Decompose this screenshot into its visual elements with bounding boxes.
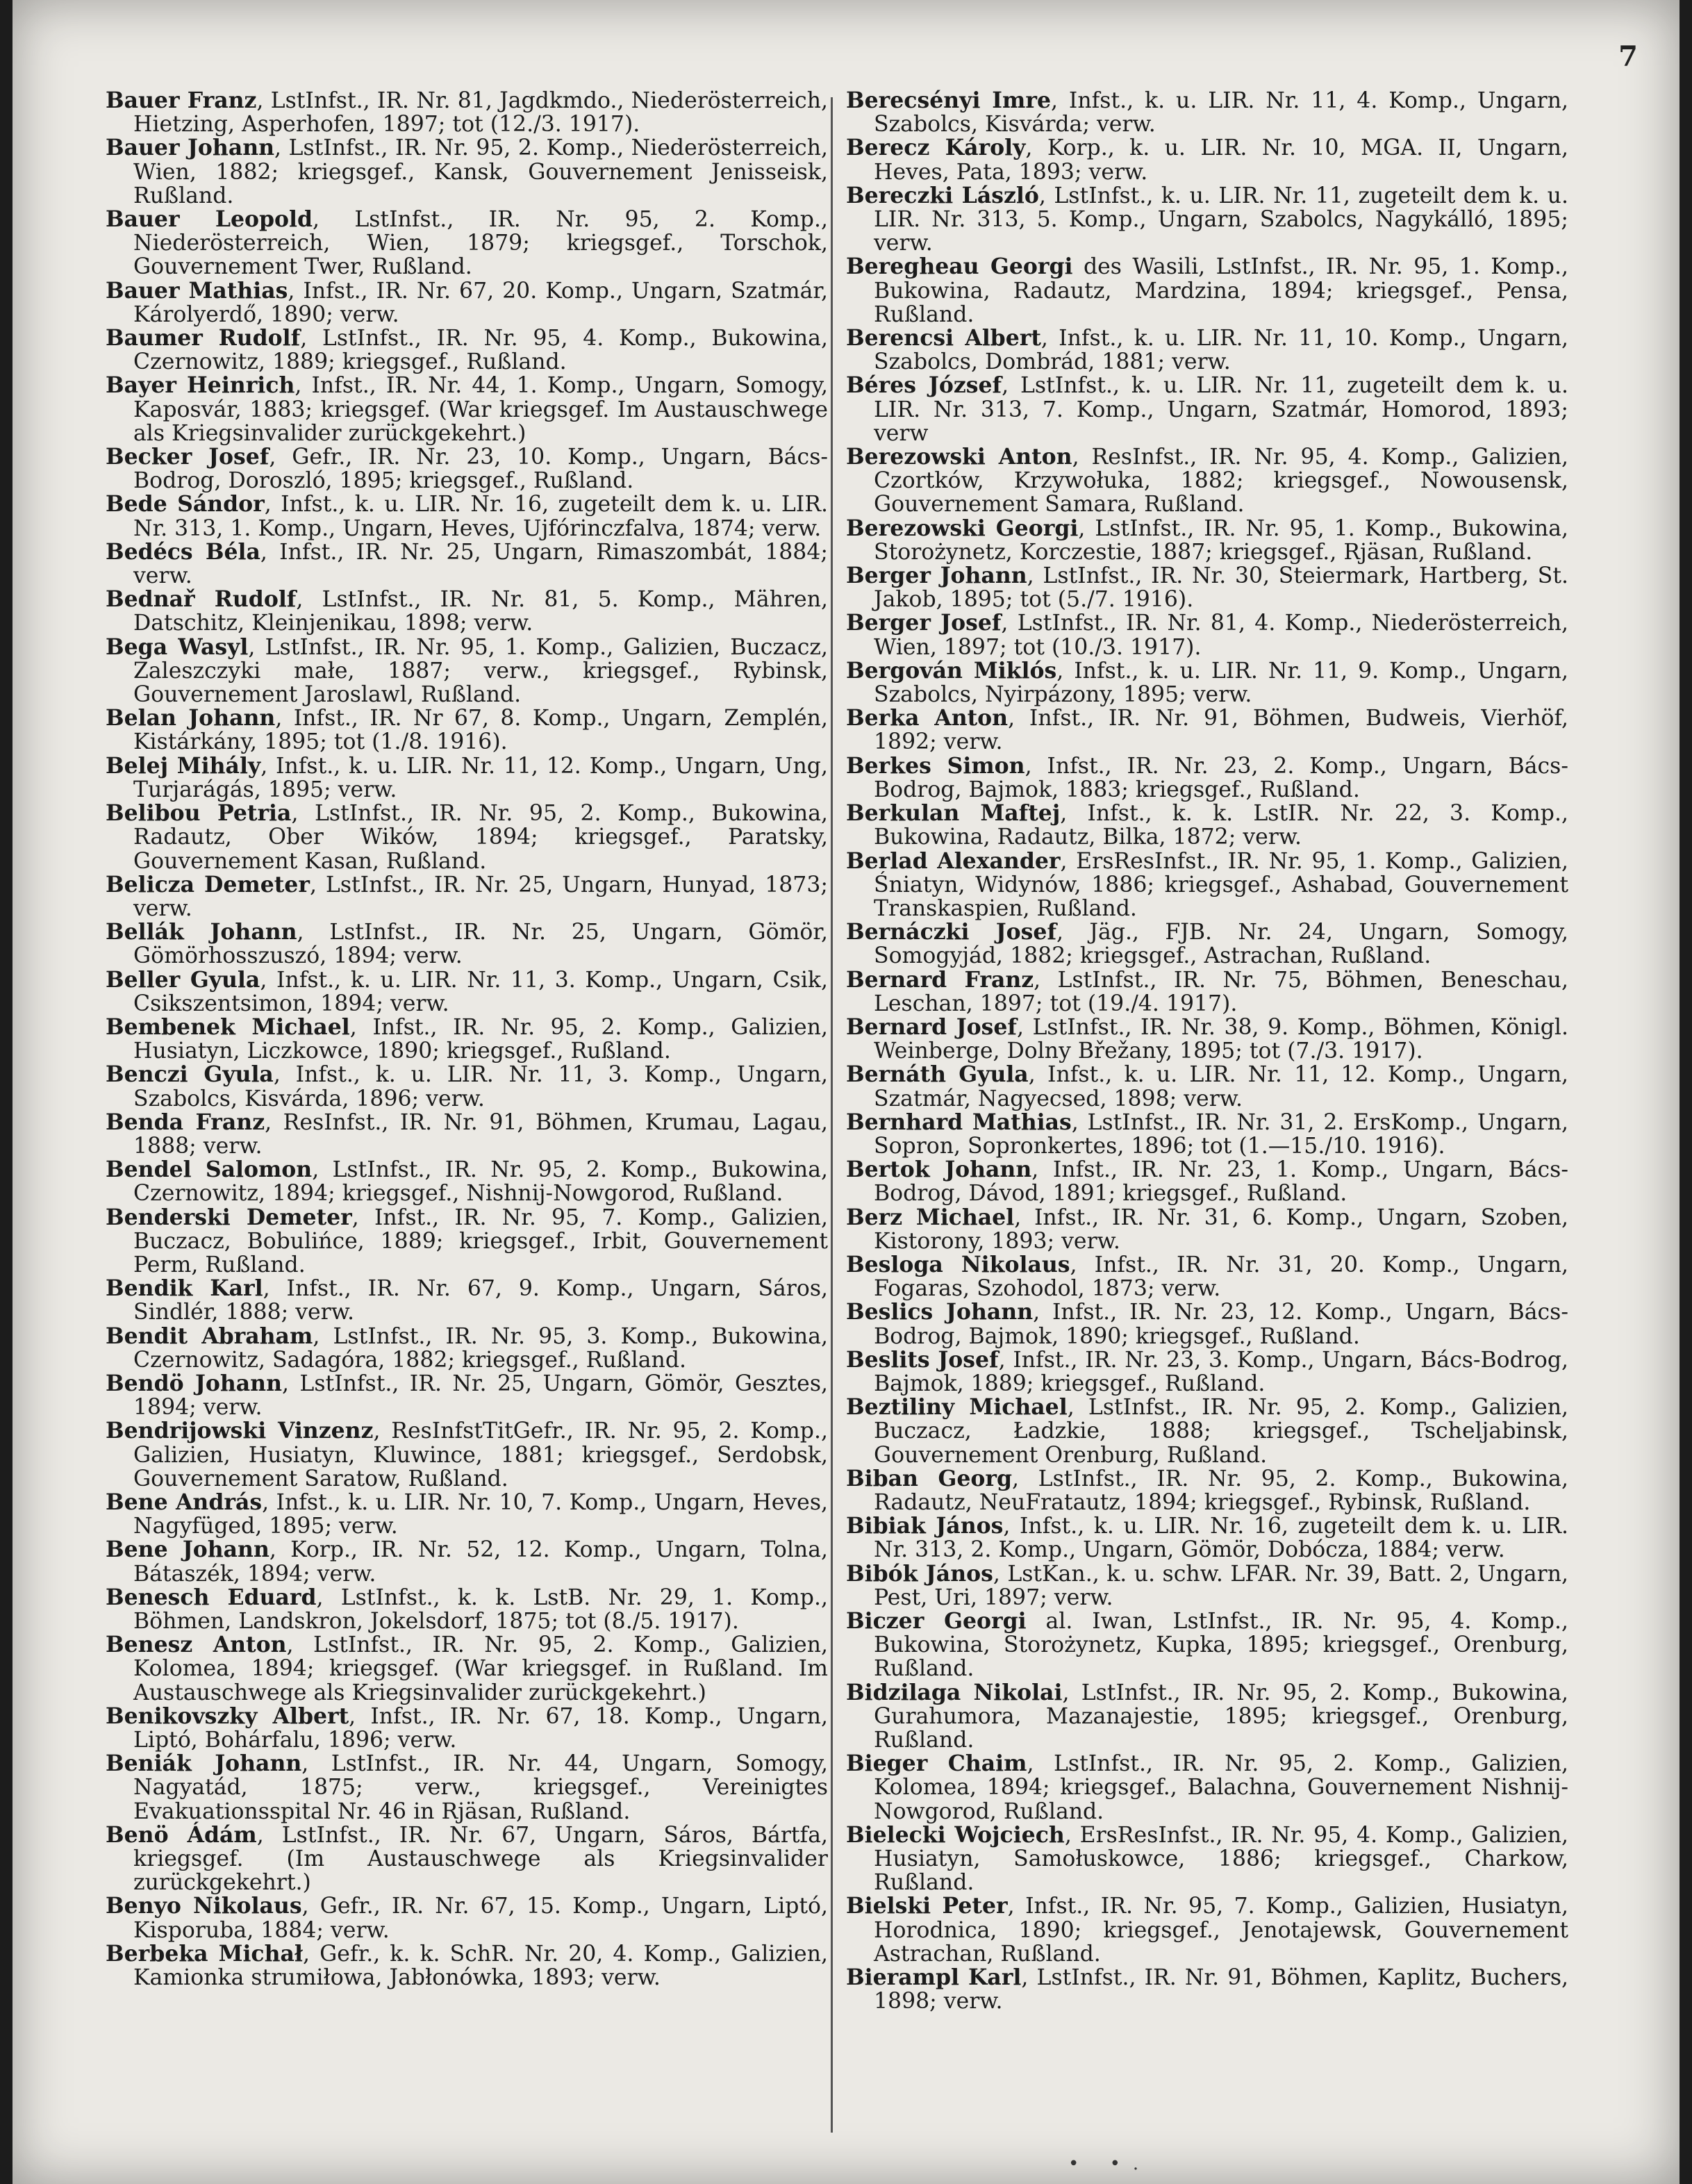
- entry-details: , Infst., IR. Nr 67, 8. Komp., Ungarn, Zemplén, Kistárkány, 1895; tot (1./8. 1916).: [133, 706, 828, 755]
- entry-name: Berencsi Albert: [846, 325, 1041, 351]
- list-entry: [846, 1894, 1568, 1966]
- entry-name: Besloga Nikolaus: [846, 1251, 1070, 1277]
- list-entry: [846, 136, 1568, 183]
- entry-details: , LstInfst., IR. Nr. 75, Böhmen, Beneschau, Leschan, 1897; tot (19./4. 1917).: [874, 967, 1568, 1016]
- list-entry: [846, 184, 1568, 256]
- entry-name: Benesz Anton: [106, 1632, 287, 1658]
- list-entry: [106, 445, 828, 493]
- entry-details: , LstInfst., IR. Nr. 81, Jagdkmdo., Niederösterreich, Hietzing, Asperhofen, 1897; tot (12./3. 1917).: [133, 88, 828, 138]
- list-entry: [106, 588, 828, 635]
- entry-details: , Korp., IR. Nr. 52, 12. Komp., Ungarn, Tolna, Bátaszék, 1894; verw.: [133, 1537, 829, 1587]
- list-entry: [846, 1562, 1568, 1610]
- entry-details: , Jäg., FJB. Nr. 24, Ungarn, Somogy, Somogyjád, 1882; kriegsgef., Astrachan, Rußland.: [874, 920, 1569, 969]
- entry-name: Berkulan Maftej: [846, 800, 1061, 827]
- entry-details: , Gefr., k. k. SchR. Nr. 20, 4. Komp., Galizien, Kamionka strumiłowa, Jabłonówka, 1893; verw.: [133, 1941, 828, 1991]
- list-entry: [846, 1610, 1568, 1681]
- entry-name: Bieger Chaim: [846, 1751, 1027, 1777]
- document-page: [13, 0, 1679, 2184]
- list-entry: [846, 968, 1568, 1016]
- entry-details: , LstInfst., IR. Nr. 44, Ungarn, Somogy, Nagyatád, 1875; verw., kriegsgef., Vereinigtes Evakuationsspital Nr. 46 in Rjäsan, Rußland.: [133, 1751, 828, 1824]
- left-column: [106, 89, 828, 1989]
- entry-name: Beslics Johann: [846, 1299, 1034, 1325]
- list-entry: [106, 1372, 828, 1419]
- list-entry: [846, 517, 1568, 564]
- entry-details: , LstInfst., IR. Nr. 25, Ungarn, Gömör, Gesztes, 1894; verw.: [133, 1371, 828, 1421]
- list-entry: [106, 1538, 828, 1585]
- entry-name: Benö Ádám: [106, 1821, 257, 1848]
- entry-name: Bauer Mathias: [106, 277, 288, 304]
- list-entry: [106, 802, 828, 873]
- entry-name: Bibók János: [846, 1560, 993, 1587]
- entry-details: , LstInfst., IR. Nr. 95, 2. Komp., Niederösterreich, Wien, 1882; kriegsgef., Kansk, Gouvernement Jenisseisk, Rußland.: [133, 135, 828, 208]
- entry-details: , ResInfstTitGefr., IR. Nr. 95, 2. Komp., Galizien, Husiatyn, Kluwince, 1881; kriegsgef., Serdobsk, Gouvernement Saratow, Rußland.: [133, 1418, 828, 1491]
- entry-details: , Infst., IR. Nr. 23, 2. Komp., Ungarn, Bács-Bodrog, Bajmok, 1883; kriegsgef., Rußland.: [874, 753, 1568, 802]
- entry-name: Berka Anton: [846, 705, 1009, 731]
- entry-name: Bayer Heinrich: [106, 372, 295, 399]
- list-entry: [106, 968, 828, 1016]
- entry-details: , Infst., IR. Nr. 95, 7. Komp., Galizien, Husiatyn, Horodnica, 1890; kriegsgef., Jenotajewsk, Gouvernement Astrachan, Rußland.: [874, 1894, 1568, 1967]
- entry-details: , LstInfst., k. k. LstB. Nr. 29, 1. Komp., Böhmen, Landskron, Jokelsdorf, 1875; tot (8./5. 1917).: [133, 1585, 828, 1634]
- entry-details: , Infst., IR. Nr. 44, 1. Komp., Ungarn, Somogy, Kaposvár, 1883; kriegsgef. (War kriegsgef. Im Austauschwege als Kriegsinvalider zurückgekehrt.): [133, 373, 828, 446]
- list-entry: [846, 1966, 1568, 2013]
- entry-name: Bauer Leopold: [106, 206, 313, 233]
- entry-details: , ResInfst., IR. Nr. 95, 4. Komp., Galizien, Czortków, Krzywołuka, 1882; kriegsgef., Nowousensk, Gouvernement Samara, Rußland.: [874, 445, 1569, 518]
- entry-name: Bauer Johann: [106, 135, 275, 161]
- list-entry: [846, 1752, 1568, 1823]
- entry-details: , LstInfst., IR. Nr. 95, 2. Komp., Bukowina, Radautz, Ober Wików, 1894; kriegsgef., Paratsky, Gouvernement Kasan, Rußland.: [133, 801, 828, 874]
- entry-details: , Infst., IR. Nr. 25, Ungarn, Rimaszombát, 1884; verw.: [133, 539, 828, 589]
- entry-details: , LstInfst., IR. Nr. 95, 3. Komp., Bukowina, Czernowitz, Sadagóra, 1882; kriegsgef., Rußland.: [133, 1323, 828, 1373]
- entry-details: , Infst., IR. Nr. 67, 18. Komp., Ungarn, Liptó, Bohárfalu, 1896; verw.: [133, 1703, 828, 1753]
- entry-name: Bierampl Karl: [846, 1964, 1022, 1991]
- entry-details: , Infst., k. k. LstIR. Nr. 22, 3. Komp., Bukowina, Radautz, Bilka, 1872; verw.: [874, 801, 1568, 850]
- entry-name: Berz Michael: [846, 1204, 1015, 1230]
- entry-name: Berecz Károly: [846, 135, 1026, 161]
- list-entry: [106, 1491, 828, 1538]
- entry-name: Belej Mihály: [106, 752, 261, 779]
- entry-name: Bernard Franz: [846, 966, 1034, 993]
- entry-name: Benikovszky Albert: [106, 1703, 349, 1729]
- entry-name: Bembenek Michael: [106, 1014, 350, 1040]
- entry-name: Bedécs Béla: [106, 538, 260, 565]
- entry-details: , Infst., IR. Nr. 23, 3. Komp., Ungarn, Bács-Bodrog, Bajmok, 1889; kriegsgef., Rußland.: [874, 1347, 1568, 1396]
- entry-name: Bene Johann: [106, 1537, 269, 1563]
- entry-name: Berger Johann: [846, 563, 1027, 589]
- entry-details: , ResInfst., IR. Nr. 91, Böhmen, Krumau, Lagau, 1888; verw.: [133, 1109, 828, 1159]
- entry-details: , Infst., k. u. LIR. Nr. 11, 12. Komp., Ungarn, Ung, Turjarágás, 1895; verw.: [133, 753, 828, 802]
- list-entry: [846, 1158, 1568, 1205]
- list-entry: [846, 1253, 1568, 1300]
- list-entry: [106, 1586, 828, 1633]
- entry-details: , Gefr., IR. Nr. 23, 10. Komp., Ungarn, Bács-Bodrog, Doroszló, 1895; kriegsgef., Rußland.: [133, 445, 829, 494]
- entry-name: Benderski Demeter: [106, 1204, 352, 1230]
- entry-name: Benda Franz: [106, 1109, 265, 1135]
- list-entry: [106, 873, 828, 920]
- entry-details: , Infst., IR. Nr. 91, Böhmen, Budweis, Vierhöf, 1892; verw.: [874, 706, 1568, 755]
- entry-details: , LstInfst., k. u. LIR. Nr. 11, zugeteilt dem k. u. LIR. Nr. 313, 5. Komp., Ungarn, Szabolcs, Nagykálló, 1895; verw.: [874, 183, 1568, 256]
- entry-details: des Wasili, LstInfst., IR. Nr. 95, 1. Komp., Bukowina, Radautz, Mardzina, 1894; kriegsgef., Pensa, Rußland.: [874, 254, 1568, 327]
- entry-name: Beregheau Georgi: [846, 254, 1073, 280]
- entry-name: Bega Wasyl: [106, 634, 249, 660]
- entry-details: , Infst., k. u. LIR. Nr. 11, 12. Komp., Ungarn, Szatmár, Nagyecsed, 1898; verw.: [874, 1062, 1569, 1111]
- entry-details: , LstInfst., IR. Nr. 38, 9. Komp., Böhmen, Königl. Weinberge, Dolny Břežany, 1895; tot (7./3. 1917).: [874, 1014, 1568, 1064]
- entry-details: , Infst., k. u. LIR. Nr. 11, 3. Komp., Ungarn, Csik, Csikszentsimon, 1894; verw.: [133, 967, 828, 1016]
- entry-details: , LstInfst., IR. Nr. 95, 2. Komp., Bukowina, Radautz, NeuFratautz, 1894; kriegsgef., Rybinsk, Rußland.: [874, 1466, 1568, 1515]
- entry-details: , LstInfst., IR. Nr. 95, 2. Komp., Galizien, Kolomea, 1894; kriegsgef., Balachna, Gouvernement Nishnij-Nowgorod, Rußland.: [874, 1751, 1568, 1824]
- list-entry: [846, 1063, 1568, 1110]
- entry-name: Bielecki Wojciech: [846, 1821, 1065, 1848]
- list-entry: [106, 754, 828, 802]
- entry-name: Berbeka Michał: [106, 1940, 304, 1967]
- entry-details: , LstInfst., IR. Nr. 91, Böhmen, Kaplitz, Buchers, 1898; verw.: [874, 1965, 1569, 2015]
- list-entry: [106, 1823, 828, 1895]
- list-entry: [846, 326, 1568, 374]
- entry-details: , Infst., IR. Nr. 31, 20. Komp., Ungarn, Fogaras, Szohodol, 1873; verw.: [874, 1252, 1568, 1302]
- entry-name: Biczer Georgi: [846, 1608, 1027, 1634]
- list-entry: [846, 564, 1568, 611]
- list-entry: [106, 636, 828, 707]
- entry-details: , LstInfst., IR. Nr. 25, Ungarn, Gömör, Gömörhosszuszó, 1894; verw.: [133, 920, 828, 969]
- list-entry: [106, 1419, 828, 1491]
- list-entry: [846, 1467, 1568, 1514]
- entry-name: Bene András: [106, 1489, 263, 1515]
- entry-details: , LstInfst., IR. Nr. 67, Ungarn, Sáros, Bártfa, kriegsgef. (Im Austauschwege als Kriegsinvalider zurückgekehrt.): [133, 1822, 828, 1896]
- entry-details: , LstInfst., IR. Nr. 95, 4. Komp., Bukowina, Czernowitz, 1889; kriegsgef., Rußland.: [133, 326, 828, 375]
- entry-name: Bendit Abraham: [106, 1323, 313, 1349]
- list-entry: [846, 1348, 1568, 1396]
- list-entry: [846, 920, 1568, 968]
- footer-mark: • •.: [1068, 2153, 1152, 2174]
- entry-details: , Infst., IR. Nr. 31, 6. Komp., Ungarn, Szoben, Kistorony, 1893; verw.: [874, 1205, 1568, 1254]
- entry-name: Bergován Miklós: [846, 657, 1057, 684]
- list-entry: [106, 1752, 828, 1823]
- entry-details: , Infst., k. u. LIR. Nr. 16, zugeteilt dem k. u. LIR. Nr. 313, 2. Komp., Ungarn, Gömör, Dobócza, 1884; verw.: [874, 1514, 1568, 1563]
- list-entry: [106, 1942, 828, 1989]
- entry-details: , Infst., IR. Nr. 95, 7. Komp., Galizien, Buczacz, Bobulińce, 1889; kriegsgef., Irbit, Gouvernement Perm, Rußland.: [133, 1205, 828, 1277]
- entry-details: , Infst., k. u. LIR. Nr. 11, 9. Komp., Ungarn, Szabolcs, Nyirpázony, 1895; verw.: [874, 658, 1568, 708]
- entry-details: , LstInfst., IR. Nr. 95, 2. Komp., Galizien, Kolomea, 1894; kriegsgef. (War kriegsgef. in Rußland. Im Austauschwege als Kriegsinvalider zurückgekehrt.): [133, 1632, 828, 1705]
- list-entry: [106, 920, 828, 968]
- page-number: 7: [1618, 40, 1638, 73]
- list-entry: [846, 1016, 1568, 1063]
- list-entry: [106, 136, 828, 208]
- entry-name: Beslits Josef: [846, 1346, 999, 1373]
- entry-name: Bednař Rudolf: [106, 586, 297, 613]
- entry-details: , LstInfst., IR. Nr. 95, 2. Komp., Niederösterreich, Wien, 1879; kriegsgef., Torschok, Gouvernement Twer, Rußland.: [133, 207, 828, 280]
- entry-details: , Infst., k. u. LIR. Nr. 10, 7. Komp., Ungarn, Heves, Nagyfüged, 1895; verw.: [133, 1489, 828, 1539]
- entry-name: Berecsényi Imre: [846, 88, 1051, 113]
- entry-details: al. Iwan, LstInfst., IR. Nr. 95, 4. Komp., Bukowina, Storożynetz, Kupka, 1895; kriegsgef., Orenburg, Rußland.: [874, 1609, 1568, 1682]
- entry-details: , Infst., k. u. LIR. Nr. 11, 10. Komp., Ungarn, Szabolcs, Dombrád, 1881; verw.: [874, 326, 1569, 375]
- entry-name: Berezowski Anton: [846, 444, 1072, 470]
- entry-details: , LstInfst., IR. Nr. 95, 2. Komp., Galizien, Buczacz, Ładzkie, 1888; kriegsgef., Tscheljabinsk, Gouvernement Orenburg, Rußland.: [874, 1395, 1568, 1468]
- list-entry: [846, 611, 1568, 659]
- entry-name: Bernáth Gyula: [846, 1061, 1029, 1088]
- entry-details: , Infst., k. u. LIR. Nr. 11, 3. Komp., Ungarn, Szabolcs, Kisvárda, 1896; verw.: [133, 1062, 828, 1111]
- entry-name: Bereczki László: [846, 182, 1039, 208]
- entry-name: Bendrijowski Vinzenz: [106, 1418, 374, 1444]
- entry-details: , Infst., IR. Nr. 67, 9. Komp., Ungarn, Sáros, Sindlér, 1888; verw.: [133, 1276, 829, 1325]
- list-entry: [846, 1111, 1568, 1158]
- entry-name: Bernhard Mathias: [846, 1109, 1072, 1135]
- list-entry: [846, 89, 1568, 136]
- list-entry: [846, 445, 1568, 517]
- entry-name: Benesch Eduard: [106, 1584, 317, 1610]
- list-entry: [106, 1111, 828, 1158]
- entry-details: , LstInfst., IR. Nr. 31, 2. ErsKomp., Ungarn, Sopron, Sopronkertes, 1896; tot (1.—15./10. 1916).: [874, 1109, 1568, 1159]
- entry-name: Bernáczki Josef: [846, 919, 1056, 945]
- entry-details: , ErsResInfst., IR. Nr. 95, 1. Komp., Galizien, Śniatyn, Widynów, 1886; kriegsgef., Ashabad, Gouvernement Transkaspien, Rußland.: [874, 848, 1568, 921]
- list-entry: [106, 1016, 828, 1063]
- list-entry: [106, 1158, 828, 1205]
- entry-name: Bauer Franz: [106, 88, 257, 113]
- entry-name: Bede Sándor: [106, 491, 265, 518]
- list-entry: [846, 374, 1568, 445]
- list-entry: [106, 1063, 828, 1110]
- entry-details: , LstInfst., IR. Nr. 95, 1. Komp., Bukowina, Storożynetz, Korczestie, 1887; kriegsgef., Rjäsan, Rußland.: [874, 515, 1568, 565]
- list-entry: [846, 1396, 1568, 1467]
- entry-name: Belan Johann: [106, 705, 276, 731]
- entry-name: Berlad Alexander: [846, 847, 1061, 874]
- list-entry: [846, 1300, 1568, 1348]
- entry-name: Beniák Johann: [106, 1751, 302, 1777]
- entry-name: Bellák Johann: [106, 919, 297, 945]
- entry-name: Bertok Johann: [846, 1157, 1032, 1183]
- list-entry: [106, 706, 828, 754]
- entry-name: Benyo Nikolaus: [106, 1893, 302, 1919]
- entry-details: , LstInfst., IR. Nr. 95, 2. Komp., Bukowina, Gurahumora, Mazanajestie, 1895; kriegsgef., Orenburg, Rußland.: [874, 1680, 1569, 1753]
- list-entry: [846, 1514, 1568, 1562]
- list-entry: [846, 1823, 1568, 1895]
- entry-name: Beztiliny Michael: [846, 1394, 1068, 1421]
- entry-details: , Infst., IR. Nr. 95, 2. Komp., Galizien, Husiatyn, Liczkowce, 1890; kriegsgef., Rußland.: [133, 1014, 828, 1064]
- list-entry: [106, 493, 828, 540]
- entry-name: Bendel Salomon: [106, 1157, 313, 1183]
- entry-name: Bendik Karl: [106, 1275, 263, 1302]
- entry-name: Becker Josef: [106, 444, 269, 470]
- entry-name: Béres József: [846, 372, 1002, 399]
- list-entry: [106, 279, 828, 326]
- list-entry: [846, 847, 1568, 921]
- list-entry: [106, 208, 828, 279]
- entry-name: Baumer Rudolf: [106, 325, 301, 351]
- list-entry: [106, 1705, 828, 1752]
- entry-details: , LstInfst., IR. Nr. 30, Steiermark, Hartberg, St. Jakob, 1895; tot (5./7. 1916).: [874, 563, 1569, 613]
- list-entry: [106, 1633, 828, 1705]
- list-entry: [106, 1277, 828, 1324]
- list-entry: [106, 89, 828, 136]
- entry-details: , Infst., IR. Nr. 67, 20. Komp., Ungarn, Szatmár, Károlyerdő, 1890; verw.: [133, 278, 828, 327]
- list-entry: [106, 1206, 828, 1277]
- entry-details: , Infst., k. u. LIR. Nr. 16, zugeteilt dem k. u. LIR. Nr. 313, 1. Komp., Ungarn, Heves, Ujfórinczfalva, 1874; verw.: [133, 492, 828, 541]
- entry-details: , ErsResInfst., IR. Nr. 95, 4. Komp., Galizien, Husiatyn, Samołuskowce, 1886; kriegsgef., Charkow, Rußland.: [874, 1822, 1569, 1896]
- entry-details: , LstInfst., IR. Nr. 95, 2. Komp., Bukowina, Czernowitz, 1894; kriegsgef., Nishnij-Nowgorod, Rußland.: [133, 1157, 828, 1207]
- list-entry: [106, 1325, 828, 1372]
- list-entry: [846, 706, 1568, 754]
- entry-details: , LstInfst., IR. Nr. 81, 4. Komp., Niederösterreich, Wien, 1897; tot (10./3. 1917).: [874, 611, 1569, 660]
- list-entry: [846, 1206, 1568, 1253]
- entry-details: , Gefr., IR. Nr. 67, 15. Komp., Ungarn, Liptó, Kisporuba, 1884; verw.: [133, 1894, 828, 1943]
- right-column: [846, 89, 1568, 2013]
- entry-name: Belibou Petria: [106, 800, 292, 827]
- entry-details: , LstInfst., IR. Nr. 25, Ungarn, Hunyad, 1873; verw.: [133, 872, 828, 921]
- entry-name: Berger Josef: [846, 610, 1002, 636]
- entry-name: Biban Georg: [846, 1465, 1013, 1491]
- list-entry: [106, 540, 828, 588]
- list-entry: [846, 754, 1568, 802]
- entry-name: Benczi Gyula: [106, 1061, 274, 1088]
- list-entry: [106, 1894, 828, 1942]
- entry-name: Bielski Peter: [846, 1893, 1008, 1919]
- entry-details: , LstInfst., IR. Nr. 81, 5. Komp., Mähren, Datschitz, Kleinjenikau, 1898; verw.: [133, 587, 828, 636]
- entry-details: , Infst., k. u. LIR. Nr. 11, 4. Komp., Ungarn, Szabolcs, Kisvárda; verw.: [874, 88, 1569, 138]
- entry-name: Beller Gyula: [106, 966, 260, 993]
- list-entry: [846, 1681, 1568, 1753]
- entry-name: Bibiak János: [846, 1513, 1004, 1539]
- entry-name: Belicza Demeter: [106, 871, 310, 897]
- entry-details: , Infst., IR. Nr. 23, 1. Komp., Ungarn, Bács-Bodrog, Dávod, 1891; kriegsgef., Rußland.: [874, 1157, 1568, 1207]
- entry-details: , LstInfst., IR. Nr. 95, 1. Komp., Galizien, Buczacz, Zaleszczyki małe, 1887; verw., kriegsgef., Rybinsk, Gouvernement Jaroslawl, Rußland.: [133, 634, 829, 708]
- entry-name: Bernard Josef: [846, 1014, 1017, 1040]
- list-entry: [846, 255, 1568, 326]
- entry-details: , Infst., IR. Nr. 23, 12. Komp., Ungarn, Bács-Bodrog, Bajmok, 1890; kriegsgef., Rußland.: [874, 1300, 1568, 1349]
- column-divider: [831, 97, 833, 2133]
- entry-details: , LstKan., k. u. schw. LFAR. Nr. 39, Batt. 2, Ungarn, Pest, Uri, 1897; verw.: [874, 1561, 1568, 1610]
- list-entry: [846, 802, 1568, 849]
- list-entry: [106, 374, 828, 445]
- list-entry: [106, 326, 828, 374]
- entry-details: , Korp., k. u. LIR. Nr. 10, MGA. II, Ungarn, Heves, Pata, 1893; verw.: [874, 135, 1568, 185]
- entry-details: , LstInfst., k. u. LIR. Nr. 11, zugeteilt dem k. u. LIR. Nr. 313, 7. Komp., Ungarn, Szatmár, Homorod, 1893; verw: [874, 373, 1568, 446]
- entry-name: Bidzilaga Nikolai: [846, 1679, 1063, 1705]
- entry-name: Berkes Simon: [846, 752, 1025, 779]
- list-entry: [846, 659, 1568, 706]
- entry-name: Berezowski Georgi: [846, 515, 1079, 541]
- entry-name: Bendö Johann: [106, 1370, 282, 1396]
